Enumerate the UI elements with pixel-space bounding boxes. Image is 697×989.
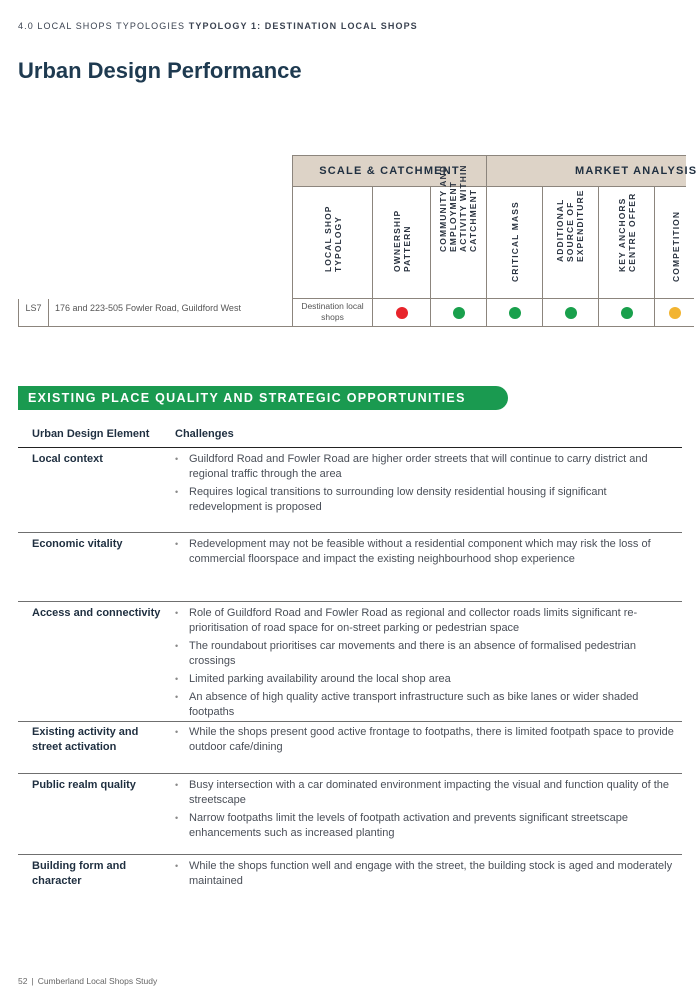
table-rule bbox=[18, 601, 682, 602]
column-header-community: COMMUNITY AND EMPLOYMENT ACTIVITY WITHIN CATCHMENT bbox=[430, 187, 486, 299]
column-header-element: Urban Design Element bbox=[32, 428, 150, 440]
challenge-item: • Role of Guildford Road and Fowler Road as regional and collector roads limits significant re-prioritisation of road space for on-street parking or pedestrian space bbox=[174, 606, 674, 636]
rating-dot-ownership bbox=[396, 307, 408, 319]
element-existing-activity: Existing activity and street activation bbox=[32, 726, 139, 753]
table-rule bbox=[18, 721, 682, 722]
rating-dot-expenditure bbox=[565, 307, 577, 319]
column-header-ownership: OWNERSHIP PATTERN bbox=[372, 187, 430, 299]
rating-dot-community bbox=[453, 307, 465, 319]
challenges-access-connectivity bbox=[174, 606, 674, 723]
column-header-challenges: Challenges bbox=[175, 428, 234, 440]
page-number: 52 bbox=[18, 976, 28, 986]
column-header-competition: COMPETITION bbox=[654, 187, 694, 299]
column-header-critical-mass: CRITICAL MASS bbox=[486, 187, 542, 299]
table-rule bbox=[18, 447, 682, 448]
row-id: LS7 bbox=[18, 299, 48, 327]
challenge-item: • Guildford Road and Fowler Road are higher order streets that will continue to carry district and regional traffic through the area bbox=[174, 452, 674, 482]
table-rule bbox=[18, 532, 682, 533]
scoring-table bbox=[0, 155, 697, 327]
section-banner: EXISTING PLACE QUALITY AND STRATEGIC OPPORTUNITIES bbox=[18, 386, 508, 410]
challenge-item: • While the shops function well and engage with the street, the building stock is aged and moderately maintained bbox=[174, 859, 674, 889]
group-header-scale-catchment: SCALE & CATCHMENT bbox=[292, 155, 486, 187]
running-header bbox=[18, 21, 418, 31]
element-public-realm: Public realm quality bbox=[32, 779, 136, 791]
element-economic-vitality: Economic vitality bbox=[32, 538, 123, 550]
element-access-connectivity: Access and connectivity bbox=[32, 607, 161, 619]
challenge-item: • While the shops present good active frontage to footpaths, there is limited footpath space to provide outdoor cafe/dining bbox=[174, 725, 674, 755]
header-typology: TYPOLOGY 1: DESTINATION LOCAL SHOPS bbox=[188, 21, 418, 31]
rating-dot-critical-mass bbox=[509, 307, 521, 319]
rating-dot-competition bbox=[669, 307, 681, 319]
challenge-item: • The roundabout prioritises car movements and there is an absence of formalised pedestrian crossings bbox=[174, 639, 674, 669]
column-header-typology: LOCAL SHOP TYPOLOGY bbox=[292, 187, 372, 299]
table-rule bbox=[18, 773, 682, 774]
column-header-anchors: KEY ANCHORS CENTRE OFFER bbox=[598, 187, 654, 299]
row-address: 176 and 223-505 Fowler Road, Guildford West bbox=[48, 299, 292, 327]
challenge-item: • An absence of high quality active transport infrastructure such as bike lanes or wider shaded footpaths bbox=[174, 690, 674, 720]
element-building-form: Building form and character bbox=[32, 860, 127, 887]
rating-dot-anchors bbox=[621, 307, 633, 319]
challenge-item: • Redevelopment may not be feasible without a residential component which may risk the loss of commercial floorspace and impact the existing neighbourhood shop experience bbox=[174, 537, 674, 567]
document-title: Cumberland Local Shops Study bbox=[37, 976, 158, 986]
column-header-expenditure: ADDITIONAL SOURCE OF EXPENDITURE bbox=[542, 187, 598, 299]
challenges-economic-vitality bbox=[174, 537, 674, 570]
challenge-item: • Narrow footpaths limit the levels of footpath activation and prevents significant streetscape enhancements such as increased planting bbox=[174, 811, 674, 841]
challenge-item: • Busy intersection with a car dominated environment impacting the visual and function quality of the streetscape bbox=[174, 778, 674, 808]
table-rule bbox=[18, 854, 682, 855]
challenges-public-realm bbox=[174, 778, 674, 844]
group-header-market-analysis: MARKET ANALYSIS bbox=[486, 155, 686, 187]
page-footer: 52 | Cumberland Local Shops Study bbox=[18, 976, 158, 986]
challenges-local-context bbox=[174, 452, 674, 518]
row-typology: Destination local shops bbox=[292, 299, 372, 327]
page-title: Urban Design Performance bbox=[18, 58, 302, 83]
challenge-item: • Limited parking availability around the local shop area bbox=[174, 672, 674, 687]
challenge-item: • Requires logical transitions to surrounding low density residential housing if significant redevelopment is proposed bbox=[174, 485, 674, 515]
challenges-existing-activity bbox=[174, 725, 674, 758]
header-section: 4.0 LOCAL SHOPS TYPOLOGIES bbox=[18, 21, 186, 31]
element-local-context: Local context bbox=[32, 453, 103, 465]
challenges-building-form bbox=[174, 859, 674, 892]
